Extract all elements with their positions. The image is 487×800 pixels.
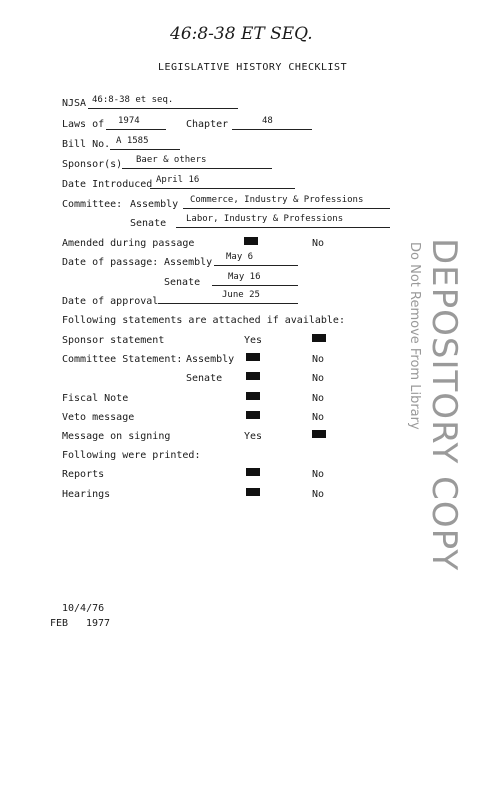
date-of-approval-underline [158,303,298,304]
sponsor-statement-label: Sponsor statement [62,335,165,346]
date-introduced-value: April 16 [156,175,200,185]
chapter-label: Chapter [186,119,229,130]
passage-senate-label: Senate [164,277,201,288]
passage-assembly-value: May 6 [226,252,254,262]
stamp-line-1: DEPOSITORY COPY [424,238,464,572]
sponsor-value: Baer & others [136,155,207,165]
date-of-passage-label: Date of passage: [62,257,159,268]
amended-no: No [312,238,325,249]
veto-message-yes-strikeout [246,411,260,419]
cs-assembly-no: No [312,354,325,365]
reports-label: Reports [62,469,105,480]
amended-label: Amended during passage [62,238,195,249]
passage-assembly-underline [214,265,298,266]
committee-label: Committee: [62,199,123,210]
committee-senate-underline [176,227,390,228]
amended-yes-strikeout [244,237,258,245]
footer-year: 1977 [86,618,111,629]
njsa-value: 46:8-38 et seq. [92,95,174,105]
cs-assembly-label: Assembly [186,354,235,365]
cs-senate-yes-strikeout [246,372,260,380]
bill-no-label: Bill No. [62,139,111,150]
veto-message-label: Veto message [62,412,135,423]
fiscal-note-no: No [312,393,325,404]
committee-senate-label: Senate [130,218,167,229]
committee-assembly-underline [183,208,390,209]
reports-no: No [312,469,325,480]
date-introduced-label: Date Introduced [62,179,153,190]
fiscal-note-label: Fiscal Note [62,393,129,404]
following-printed-label: Following were printed: [62,450,201,461]
cs-senate-label: Senate [186,373,223,384]
committee-senate-value: Labor, Industry & Professions [186,214,344,224]
handwritten-citation: 46:8-38 ET SEQ. [170,24,313,44]
depository-stamp [398,238,464,572]
committee-statement-label: Committee Statement: [62,354,183,365]
njsa-underline [88,108,238,109]
following-statements-label: Following statements are attached if available: [62,315,345,326]
footer-month: FEB [50,618,69,629]
footer-date-1: 10/4/76 [62,603,105,614]
date-of-approval-value: June 25 [222,290,260,300]
page-title: LEGISLATIVE HISTORY CHECKLIST [158,62,348,73]
sponsor-statement-no-strikeout [312,334,326,342]
date-of-approval-label: Date of approval [62,296,159,307]
laws-of-underline [106,129,166,130]
sponsor-underline [122,168,272,169]
sponsor-label: Sponsor(s) [62,159,123,170]
hearings-label: Hearings [62,489,111,500]
bill-no-underline [110,149,180,150]
njsa-label: NJSA [62,98,87,109]
hearings-no: No [312,489,325,500]
sponsor-statement-yes: Yes [244,335,263,346]
passage-assembly-label: Assembly [164,257,213,268]
message-signing-no-strikeout [312,430,326,438]
laws-of-value: 1974 [118,116,140,126]
fiscal-note-yes-strikeout [246,392,260,400]
message-signing-label: Message on signing [62,431,171,442]
chapter-value: 48 [262,116,273,126]
laws-of-label: Laws of [62,119,105,130]
committee-assembly-label: Assembly [130,199,179,210]
passage-senate-underline [212,285,298,286]
message-signing-yes: Yes [244,431,263,442]
date-introduced-underline [150,188,295,189]
passage-senate-value: May 16 [228,272,261,282]
veto-message-no: No [312,412,325,423]
stamp-line-2: Do Not Remove From Library [407,242,422,430]
hearings-yes-strikeout [246,488,260,496]
bill-no-value: A 1585 [116,136,149,146]
cs-assembly-yes-strikeout [246,353,260,361]
chapter-underline [232,129,312,130]
cs-senate-no: No [312,373,325,384]
committee-assembly-value: Commerce, Industry & Professions [190,195,364,205]
reports-yes-strikeout [246,468,260,476]
